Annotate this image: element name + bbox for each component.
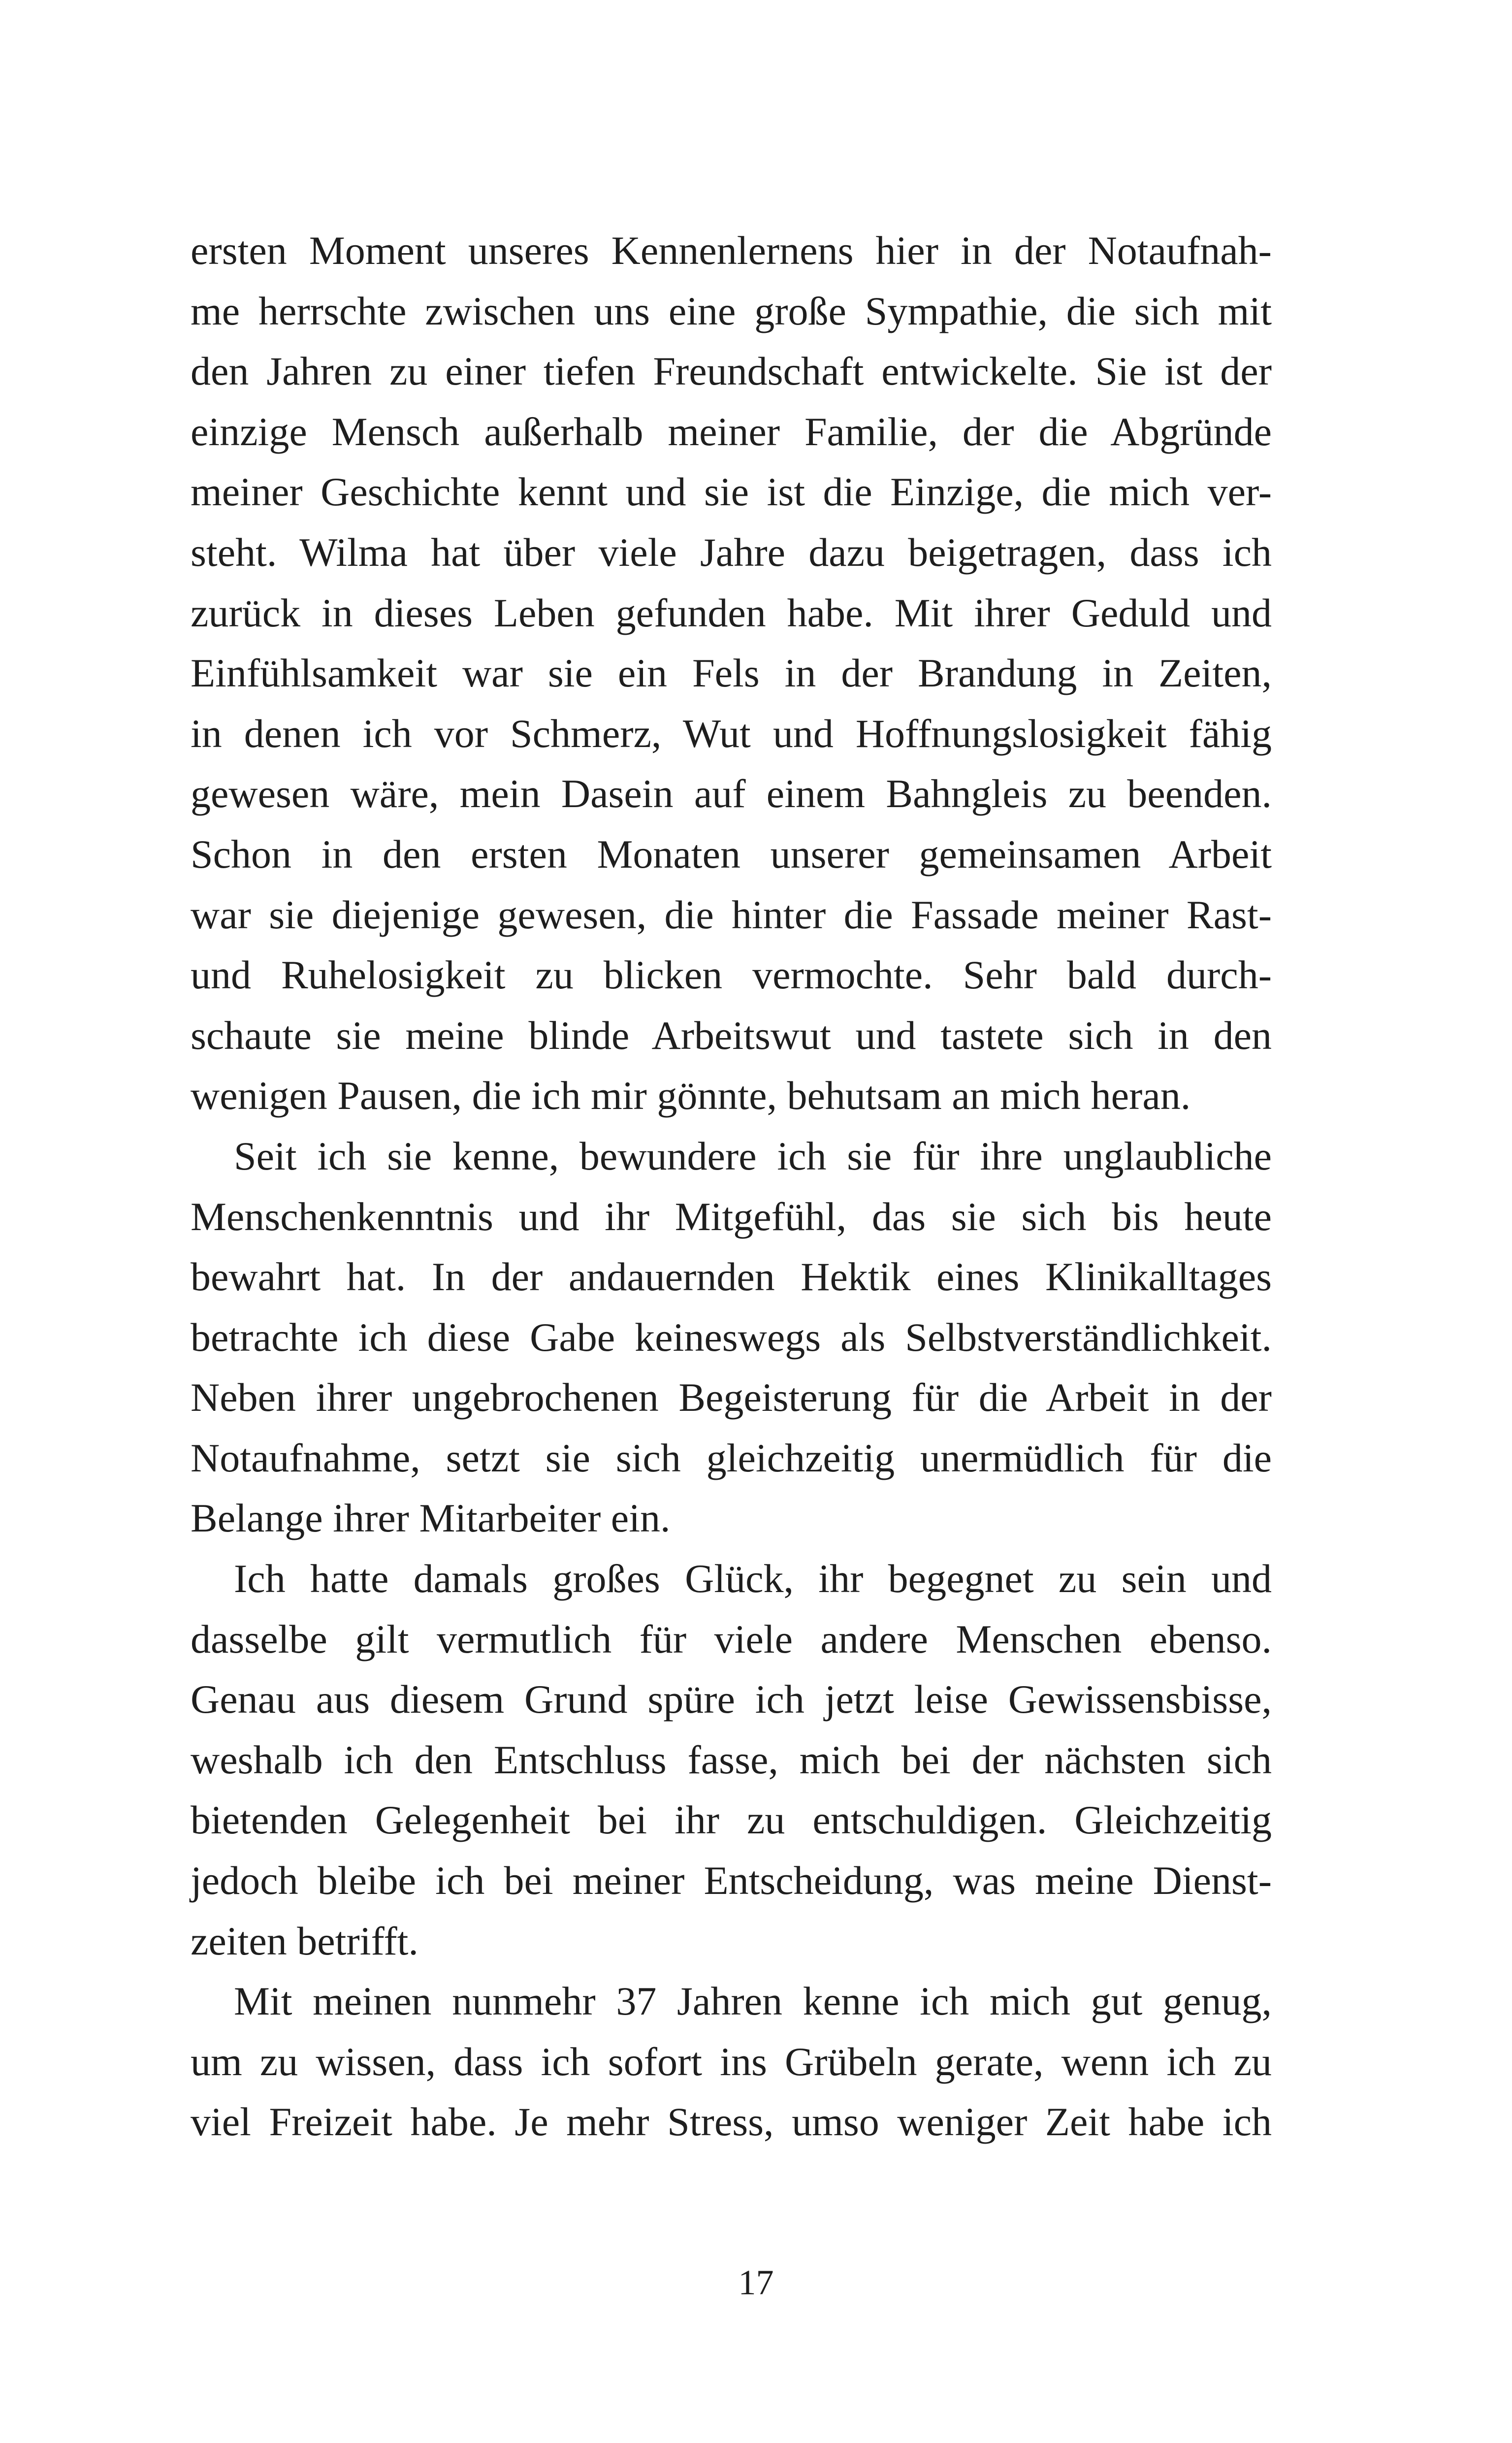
page-number: 17 bbox=[738, 2263, 774, 2302]
body-text bbox=[191, 221, 1272, 2152]
text-line: um zu wissen, dass ich sofort ins Grübeln gerate, wenn ich zu bbox=[191, 2039, 1272, 2084]
text-line: Neben ihrer ungebrochenen Begeisterung für die Arbeit in der bbox=[191, 1375, 1272, 1420]
text-line: bewahrt hat. In der andauernden Hektik eines Klinikalltages bbox=[191, 1254, 1272, 1300]
text-line: meiner Geschichte kennt und sie ist die Einzige, die mich ver- bbox=[191, 469, 1272, 515]
text-line: den Jahren zu einer tiefen Freundschaft entwickelte. Sie ist der bbox=[191, 349, 1272, 394]
text-line: weshalb ich den Entschluss fasse, mich bei der nächsten sich bbox=[191, 1737, 1272, 1782]
text-line: Belange ihrer Mitarbeiter ein. bbox=[191, 1496, 671, 1541]
text-line: Menschenkenntnis und ihr Mitgefühl, das sie sich bis heute bbox=[191, 1194, 1272, 1239]
text-line: schaute sie meine blinde Arbeitswut und tastete sich in den bbox=[191, 1012, 1272, 1058]
text-line: steht. Wilma hat über viele Jahre dazu beigetragen, dass ich bbox=[191, 529, 1272, 575]
text-line: in denen ich vor Schmerz, Wut und Hoffnungslosigkeit fähig bbox=[191, 711, 1272, 756]
text-line: wenigen Pausen, die ich mir gönnte, behutsam an mich heran. bbox=[191, 1073, 1191, 1118]
text-line: einzige Mensch außerhalb meiner Familie, der die Abgründe bbox=[191, 409, 1272, 454]
text-line: jedoch bleibe ich bei meiner Entscheidung, was meine Dienst- bbox=[191, 1858, 1272, 1903]
text-line: Ich hatte damals großes Glück, ihr begegnet zu sein und bbox=[234, 1556, 1272, 1601]
text-line: Mit meinen nunmehr 37 Jahren kenne ich mich gut genug, bbox=[234, 1979, 1272, 2024]
text-line: dasselbe gilt vermutlich für viele andere Menschen ebenso. bbox=[191, 1616, 1272, 1661]
text-line: bietenden Gelegenheit bei ihr zu entschuldigen. Gleichzeitig bbox=[191, 1797, 1272, 1843]
text-line: Einfühlsamkeit war sie ein Fels in der Brandung in Zeiten, bbox=[191, 651, 1272, 696]
paragraph bbox=[191, 221, 1272, 1126]
text-line: gewesen wäre, mein Dasein auf einem Bahngleis zu beenden. bbox=[191, 771, 1272, 816]
text-line: betrachte ich diese Gabe keineswegs als Selbstverständlichkeit. bbox=[191, 1314, 1272, 1360]
text-line: Genau aus diesem Grund spüre ich jetzt leise Gewissensbisse, bbox=[191, 1677, 1272, 1722]
text-line: Seit ich sie kenne, bewundere ich sie für ihre unglaubliche bbox=[234, 1133, 1272, 1178]
text-line: und Ruhelosigkeit zu blicken vermochte. Sehr bald durch- bbox=[191, 952, 1272, 998]
text-line: viel Freizeit habe. Je mehr Stress, umso weniger Zeit habe ich bbox=[191, 2099, 1272, 2145]
text-line: zurück in dieses Leben gefunden habe. Mit ihrer Geduld und bbox=[191, 590, 1272, 635]
text-line: Schon in den ersten Monaten unserer gemeinsamen Arbeit bbox=[191, 831, 1272, 877]
text-line: Notaufnahme, setzt sie sich gleichzeitig unermüdlich für die bbox=[191, 1435, 1272, 1480]
text-line: zeiten betrifft. bbox=[191, 1918, 418, 1963]
text-line: me herrschte zwischen uns eine große Sympathie, die sich mit bbox=[191, 288, 1272, 333]
paragraph bbox=[191, 1549, 1272, 1971]
text-line: war sie diejenige gewesen, die hinter die Fassade meiner Rast- bbox=[191, 892, 1272, 937]
text-line: ersten Moment unseres Kennenlernens hier in der Notaufnah- bbox=[191, 228, 1272, 273]
paragraph bbox=[191, 1126, 1272, 1549]
paragraph bbox=[191, 1971, 1272, 2152]
